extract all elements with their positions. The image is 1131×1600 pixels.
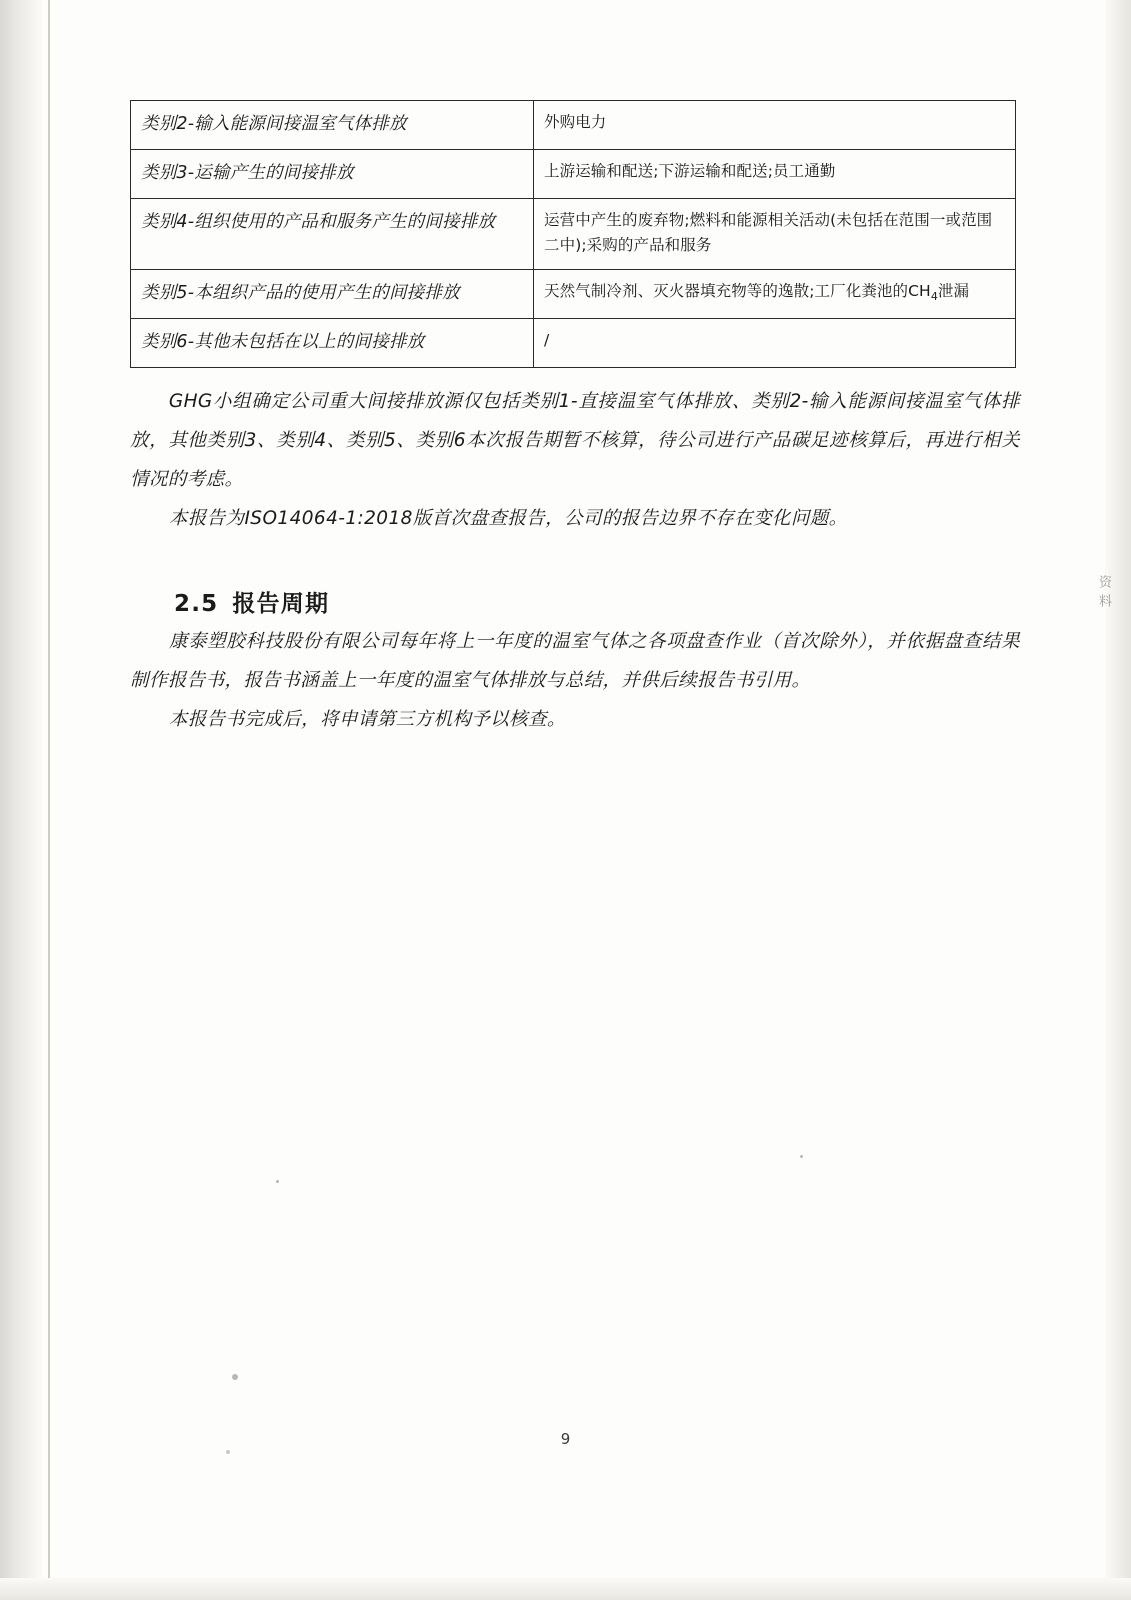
paragraph-third-party-verification: 本报告书完成后，将申请第三方机构予以核查。 (168, 708, 566, 730)
table-cell-category: 类别4-组织使用的产品和服务产生的间接排放 (131, 198, 534, 269)
paragraph-first-inventory: 本报告为ISO14064-1:2018版首次盘查报告，公司的报告边界不存在变化问题。 (168, 508, 848, 530)
table-cell-description: 外购电力 (534, 101, 1016, 150)
page-content (130, 100, 1020, 739)
scan-left-edge (0, 0, 42, 1600)
scan-speckle (800, 1155, 803, 1158)
paragraph-indirect-sources: GHG小组确定公司重大间接排放源仅包括类别1-直接温室气体排放、类别2-输入能源间接温室气体排放，其他类别3、类别4、类别5、类别6本次报告期暂不核算，待公司进行产品碳足迹核算后，再进行相关情况的考虑。 (130, 390, 1020, 491)
table-cell-category: 类别6-其他未包括在以上的间接排放 (131, 318, 534, 367)
scan-right-edge (1105, 0, 1131, 1600)
table-cell-category: 类别5-本组织产品的使用产生的间接排放 (131, 269, 534, 318)
description-subscript: 4 (930, 289, 938, 303)
description-text-before: 天然气制冷剂、灭火器填充物等的逸散;工厂化粪池的CH (544, 281, 931, 300)
table-cell-description: 运营中产生的废弃物;燃料和能源相关活动(未包括在范围一或范围二中);采购的产品和服务 (534, 198, 1016, 269)
scan-bottom-edge (0, 1578, 1131, 1600)
table-row (131, 101, 1016, 150)
table-cell-description: 上游运输和配送;下游运输和配送;员工通勤 (534, 149, 1016, 198)
table-row (131, 318, 1016, 367)
paragraph-group-1 (130, 382, 1020, 539)
table-row (131, 149, 1016, 198)
section-number: 2.5 (174, 590, 219, 617)
scan-speckle (276, 1180, 279, 1183)
margin-note: 资料 (1096, 575, 1111, 613)
page-number: 9 (560, 1430, 571, 1448)
scan-binding-line (48, 0, 50, 1600)
table-row (131, 269, 1016, 318)
section-heading-reporting-period (174, 585, 1020, 618)
paragraph-annual-inventory: 康泰塑胶科技股份有限公司每年将上一年度的温室气体之各项盘查作业（首次除外），并依据盘查结果制作报告书，报告书涵盖上一年度的温室气体排放与总结，并供后续报告书引用。 (130, 630, 1020, 691)
paragraph-group-2 (130, 622, 1020, 740)
section-title: 报告周期 (232, 590, 330, 617)
table-cell-description (534, 269, 1016, 318)
table-cell-category: 类别3-运输产生的间接排放 (131, 149, 534, 198)
table-cell-description: / (534, 318, 1016, 367)
table-row (131, 198, 1016, 269)
scan-speckle (226, 1450, 230, 1454)
table-cell-category: 类别2-输入能源间接温室气体排放 (131, 101, 534, 150)
description-text-after: 泄漏 (937, 281, 970, 300)
emission-categories-table (130, 100, 1016, 368)
scan-speckle (232, 1374, 238, 1380)
